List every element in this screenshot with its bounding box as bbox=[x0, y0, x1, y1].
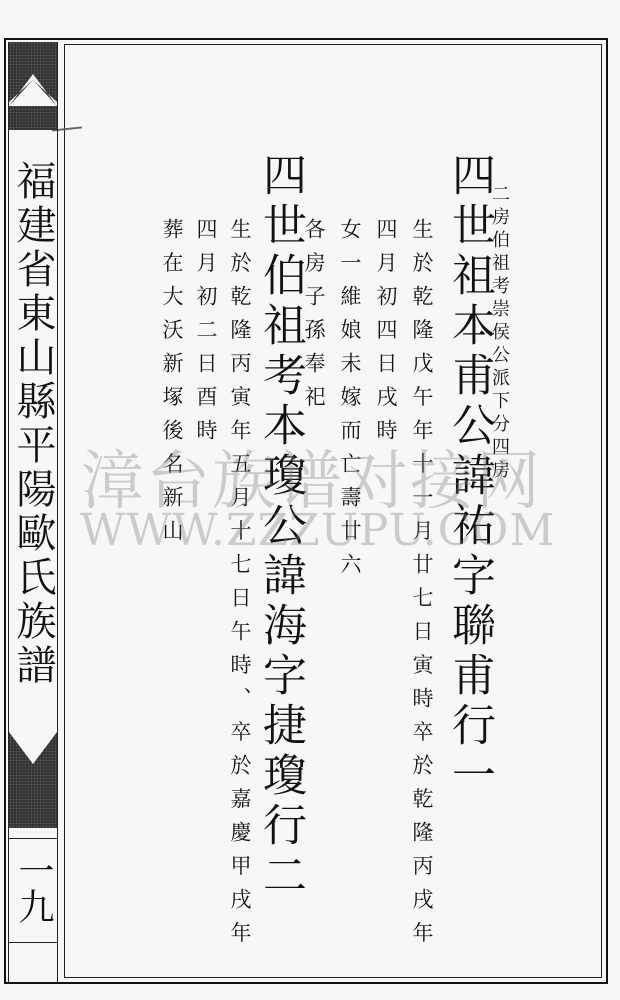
spine-top-ornament bbox=[9, 42, 57, 130]
book-spine bbox=[8, 42, 58, 982]
entry-line: 四月初二日酉時 bbox=[194, 218, 218, 453]
page-number: 一九 bbox=[13, 852, 54, 924]
entry-line: 女一維娘未嫁而亡壽廿六 bbox=[338, 218, 362, 587]
watermark-url: WWW.ZZZUPU.COM bbox=[80, 505, 556, 556]
branch-header: 二房伯祖考崇侯公派下分四房 bbox=[489, 184, 510, 483]
spine-bottom-ornament bbox=[9, 732, 57, 828]
entry-heading: 四世祖本甫公諱祐字聯甫行一 bbox=[444, 152, 495, 802]
chevron-up-icon bbox=[9, 66, 57, 106]
entry-line: 四月初四日戌時 bbox=[374, 218, 398, 453]
spine-divider bbox=[9, 942, 57, 943]
entry-line: 葬在大沃新塚後名新山 bbox=[160, 218, 184, 553]
entry-line: 各房子孫奉祀 bbox=[302, 218, 326, 419]
entry-line: 生於乾隆丙寅年五月十七日午時、卒於嘉慶甲戌年 bbox=[228, 218, 252, 955]
book-title: 福建省東山縣平陽歐氏族譜 bbox=[10, 160, 56, 688]
watermark-text: 漳台族谱对接网 bbox=[80, 445, 542, 519]
chevron-down-icon bbox=[9, 732, 57, 772]
spine-divider bbox=[9, 838, 57, 839]
entry-line: 生於乾隆戊午年十一月廿七日寅時卒於乾隆丙戌年 bbox=[410, 218, 434, 955]
entry-heading: 四世伯祖考本瓊公諱海字捷瓊行二 bbox=[255, 152, 306, 902]
